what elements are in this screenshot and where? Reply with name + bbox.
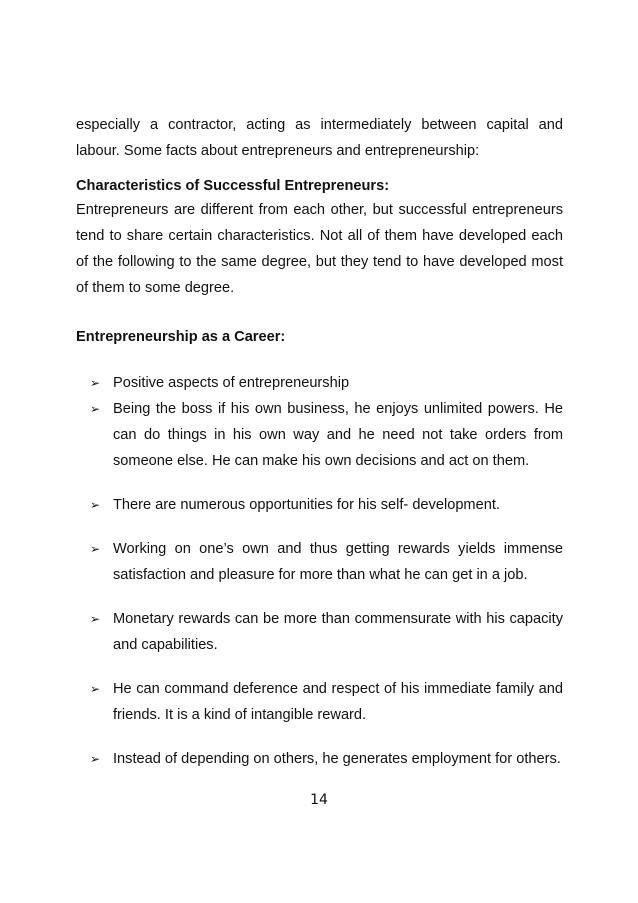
arrow-bullet-icon: ➢ [90, 498, 101, 512]
section-heading-characteristics: Characteristics of Successful Entrepreneurs: [76, 178, 390, 194]
list-item [90, 746, 563, 772]
arrow-bullet-icon: ➢ [90, 542, 101, 556]
list-item-text: There are numerous opportunities for his self- development. [113, 497, 500, 513]
list-item [90, 396, 563, 474]
list-item [90, 370, 563, 396]
arrow-bullet-icon: ➢ [90, 376, 101, 390]
list-item-text: Working on one’s own and thus getting rewards yields immense satisfaction and pleasure for more than what he can get in a job. [113, 541, 563, 583]
list-item [90, 536, 563, 588]
characteristics-paragraph: Entrepreneurs are different from each other, but successful entrepreneurs tend to share certain characteristics. Not all of them have developed each of the following to the same degree, but they tend to have developed most of them to some degree. [76, 202, 563, 296]
list-item-text: Instead of depending on others, he generates employment for others. [113, 751, 561, 767]
arrow-bullet-icon: ➢ [90, 402, 101, 416]
list-item-text: Being the boss if his own business, he enjoys unlimited powers. He can do things in his own way and he need not take orders from someone else. He can make his own decisions and act on them. [113, 401, 563, 469]
arrow-bullet-icon: ➢ [90, 612, 101, 626]
section-heading-career: Entrepreneurship as a Career: [76, 329, 286, 345]
list-item-text: He can command deference and respect of his immediate family and friends. It is a kind of intangible reward. [113, 681, 563, 723]
arrow-bullet-icon: ➢ [90, 682, 101, 696]
page-number: 14 [310, 792, 328, 808]
arrow-bullet-icon: ➢ [90, 752, 101, 766]
list-item [90, 492, 563, 518]
intro-paragraph: especially a contractor, acting as intermediately between capital and labour. Some facts about entrepreneurs and entrepreneurship: [76, 117, 563, 159]
list-item [90, 606, 563, 658]
list-item [90, 676, 563, 728]
list-item-text: Monetary rewards can be more than commensurate with his capacity and capabilities. [113, 611, 563, 653]
career-bullet-list [90, 370, 563, 772]
list-item-text: Positive aspects of entrepreneurship [113, 375, 350, 391]
